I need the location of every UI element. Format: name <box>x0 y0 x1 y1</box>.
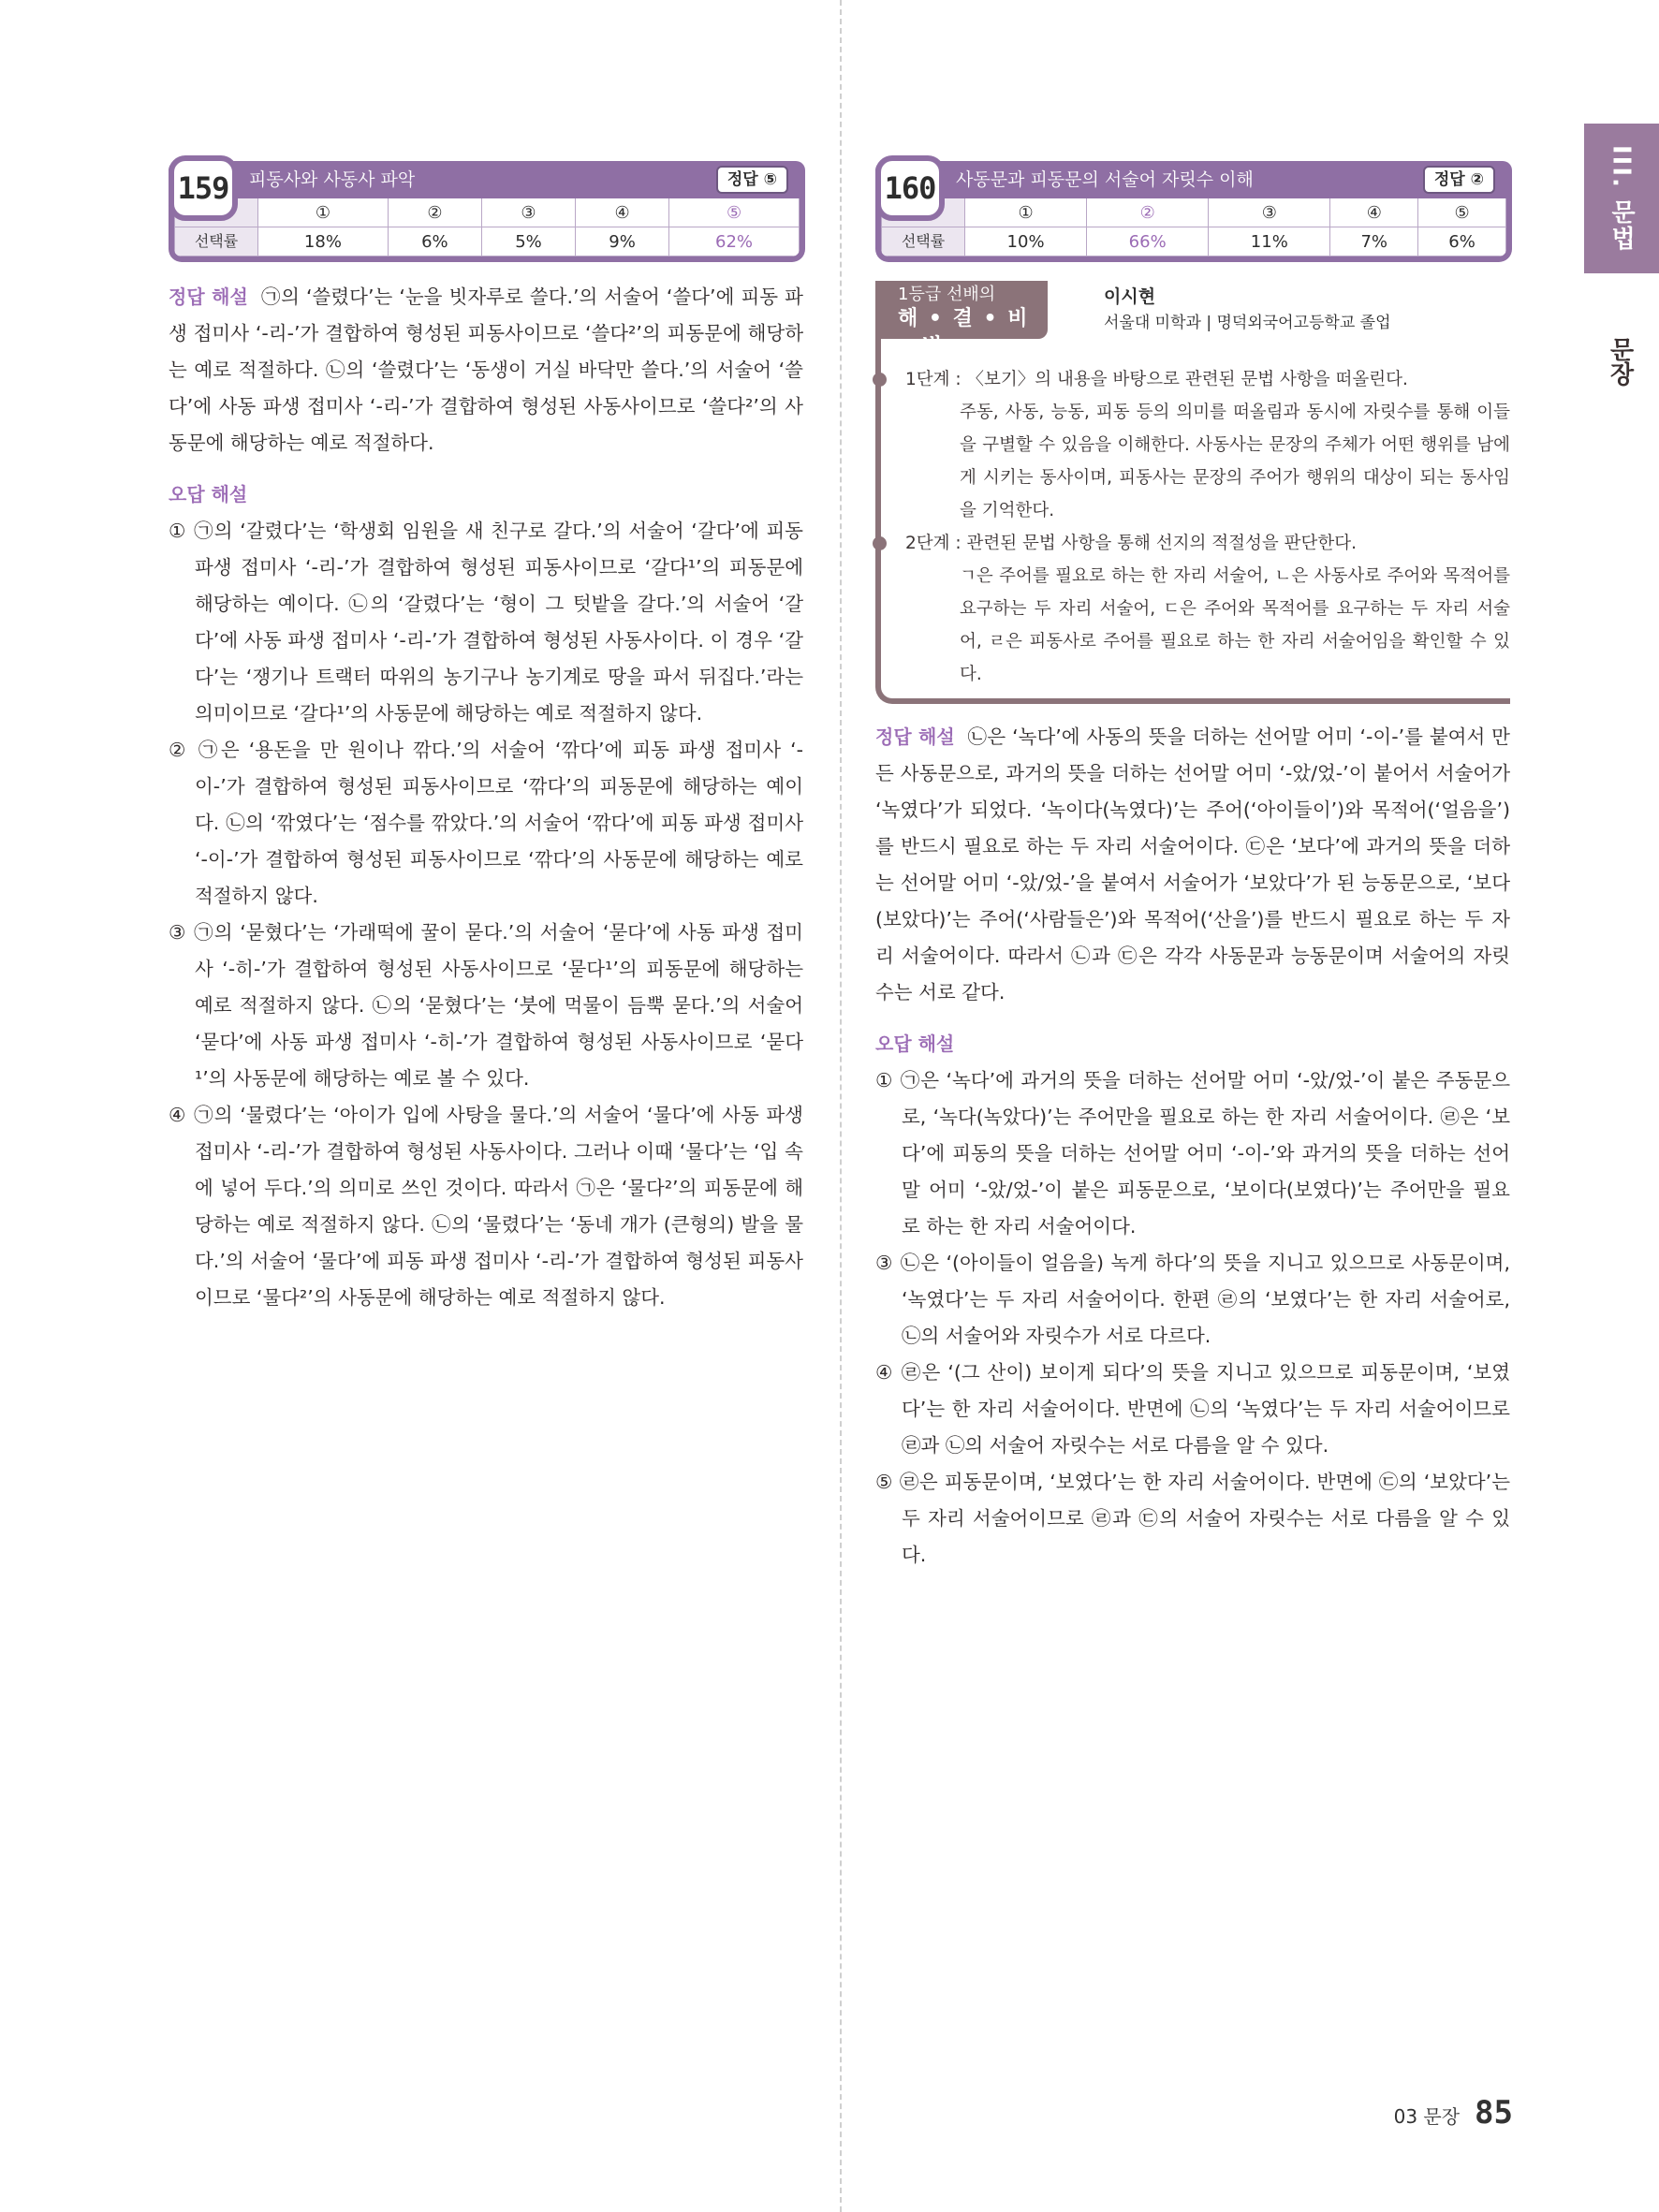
wrong-item: ③ ㉠의 ‘묻혔다’는 ‘가래떡에 꿀이 묻다.’의 서술어 ‘묻다’에 사동 파생 접미사 ‘-히-’가 결합하여 형성된 사동사이므로 ‘묻다¹’의 피동문에 해당하는 예로 적절하지 않다. ㉡의 ‘묻혔다’는 ‘붓에 먹물이 듬뿍 묻다.’의 서술어 ‘묻다’에 사동 파생 접미사 ‘-히-’가 결합하여 형성된 사동사이므로 ‘묻다¹’의 사동문에 해당하는 예로 볼 수 있다. <box>169 921 803 1090</box>
q159-number: 159 <box>169 155 238 221</box>
option-cell: ① <box>965 198 1087 227</box>
q160-selection-table <box>881 198 1506 256</box>
bullet-dot-icon <box>873 536 887 550</box>
tip-badge: 1등급 선배의 해 • 결 • 비 • 법 <box>881 281 1048 339</box>
option-cell-correct: ② <box>1087 198 1209 227</box>
tip-author-school: 서울대 미학과 | 명덕외국어고등학교 졸업 <box>1104 314 1391 332</box>
wrong-item: ⑤ ㉣은 피동문이며, ‘보였다’는 한 자리 서술어이다. 반면에 ㉢의 ‘보았다’는 두 자리 서술어이므로 ㉣과 ㉢의 서술어 자릿수는 서로 다름을 알 수 있다. <box>875 1471 1510 1566</box>
bullet-dot-icon <box>873 373 887 387</box>
option-cell: ② <box>388 198 481 227</box>
column-divider <box>840 0 842 2212</box>
correct-title: 정답 해설 <box>169 286 248 308</box>
table-label: 선택률 <box>175 227 258 256</box>
rate-cell: 6% <box>388 227 481 256</box>
wrong-item: ③ ㉡은 ‘(아이들이 얼음을) 녹게 하다’의 뜻을 지니고 있으므로 사동문이며, ‘녹였다’는 두 자리 서술어이다. 한편 ㉣의 ‘보였다’는 한 자리 서술어로, ㉡의 서술어와 자릿수가 서로 다르다. <box>875 1252 1510 1347</box>
q159-header <box>169 161 805 262</box>
tip-step-1-desc: 주동, 사동, 능동, 피동 등의 의미를 떠올림과 동시에 자릿수를 통해 이들을 구별할 수 있음을 이해한다. 사동사는 문장의 주체가 어떤 행위를 남에게 시키는 동사이며, 피동사는 문장의 주어가 행위의 대상이 되는 동사임을 기억한다. <box>960 403 1510 520</box>
tip-body <box>905 363 1510 691</box>
option-cell: ④ <box>576 198 669 227</box>
q160-header <box>875 161 1512 262</box>
rate-cell: 7% <box>1330 227 1418 256</box>
footer-section: 03 문장 <box>1393 2105 1461 2128</box>
option-cell: ⑤ <box>1418 198 1506 227</box>
q159-correct-explanation: 정답 해설 ㉠의 ‘쓸렸다’는 ‘눈을 빗자루로 쓸다.’의 서술어 ‘쓸다’에 피동 파생 접미사 ‘-리-’가 결합하여 형성된 피동사이므로 ‘쓸다²’의 피동문에 해당하는 예로 적절하다. ㉡의 ‘쓸렸다’는 ‘동생이 거실 바닥만 쓸다.’의 서술어 ‘쓸다’에 사동 파생 접미사 ‘-리-’가 결합하여 형성된 사동사이므로 ‘쓸다²’의 사동문에 해당하는 예로 적절하다. <box>169 286 803 454</box>
rate-cell: 10% <box>965 227 1087 256</box>
chapter-tab: III. 문법 <box>1584 124 1659 273</box>
q160-explanation <box>875 719 1510 1574</box>
rate-cell-correct: 62% <box>669 227 800 256</box>
rate-cell: 6% <box>1418 227 1506 256</box>
option-cell: ④ <box>1330 198 1418 227</box>
q160-answer-badge: 정답 ② <box>1423 166 1495 194</box>
tip-step-1: 1단계 : 〈보기〉의 내용을 바탕으로 관련된 문법 사항을 떠올린다. <box>905 363 1510 396</box>
q159-answer-badge: 정답 ⑤ <box>716 166 788 194</box>
q159-explanation <box>169 279 803 1316</box>
wrong-item: ① ㉠의 ‘갈렸다’는 ‘학생회 임원을 새 친구로 갈다.’의 서술어 ‘갈다’에 피동 파생 접미사 ‘-리-’가 결합하여 형성된 피동사이므로 ‘갈다¹’의 피동문에 해당하는 예이다. ㉡의 ‘갈렸다’는 ‘형이 그 텃밭을 갈다.’의 서술어 ‘갈다’에 사동 파생 접미사 ‘-리-’가 결합하여 형성된 사동사이다. 이 경우 ‘갈다’는 ‘쟁기나 트랙터 따위의 농기구나 농기계로 땅을 파서 뒤집다.’라는 의미이므로 ‘갈다¹’의 사동문에 해당하는 예로 적절하지 않다. <box>169 520 803 725</box>
option-cell: ① <box>258 198 389 227</box>
option-cell: ③ <box>481 198 575 227</box>
rate-cell: 18% <box>258 227 389 256</box>
rate-cell: 9% <box>576 227 669 256</box>
q160-number: 160 <box>875 155 945 221</box>
chapter-subtitle: 문장 <box>1606 337 1634 386</box>
wrong-item: ② ㉠은 ‘용돈을 만 원이나 깎다.’의 서술어 ‘깎다’에 피동 파생 접미사 ‘-이-’가 결합하여 형성된 피동사이므로 ‘깎다’의 피동문에 해당하는 예이다. ㉡의 ‘깎였다’는 ‘점수를 깎았다.’의 서술어 ‘깎다’에 피동 파생 접미사 ‘-이-’가 결합하여 형성된 피동사이므로 ‘깎다’의 사동문에 해당하는 예로 적절하지 않다. <box>169 739 803 907</box>
wrong-item: ④ ㉠의 ‘물렸다’는 ‘아이가 입에 사탕을 물다.’의 서술어 ‘물다’에 사동 파생 접미사 ‘-리-’가 결합하여 형성된 사동사이다. 그러나 이때 ‘물다’는 ‘입 속에 넣어 두다.’의 의미로 쓰인 것이다. 따라서 ㉠은 ‘물다²’의 피동문에 해당하는 예로 적절하지 않다. ㉡의 ‘물렸다’는 ‘동네 개가 (큰형의) 발을 물다.’의 서술어 ‘물다’에 피동 파생 접미사 ‘-리-’가 결합하여 형성된 피동사이므로 ‘물다²’의 사동문에 해당하는 예로 적절하지 않다. <box>169 1104 803 1309</box>
rate-cell-correct: 66% <box>1087 227 1209 256</box>
tip-box <box>875 281 1510 704</box>
wrong-title: 오답 해설 <box>875 1033 955 1055</box>
rate-cell: 5% <box>481 227 575 256</box>
tip-author-name: 이시현 <box>1104 286 1156 307</box>
tip-step-2: 2단계 : 관련된 문법 사항을 통해 선지의 적절성을 판단한다. <box>905 527 1510 560</box>
page-number: 85 <box>1475 2094 1513 2131</box>
q159-selection-table <box>174 198 800 256</box>
q160-correct-explanation: 정답 해설 ㉡은 ‘녹다’에 사동의 뜻을 더하는 선어말 어미 ‘-이-’를 붙여서 만든 사동문으로, 과거의 뜻을 더하는 선어말 어미 ‘-았/었-’이 붙어서 서술어가 ‘녹였다’가 되었다. ‘녹이다(녹였다)’는 주어(‘아이들이’)와 목적어(‘얼음을’)를 반드시 필요로 하는 두 자리 서술어이다. ㉢은 ‘보다’에 과거의 뜻을 더하는 선어말 어미 ‘-았/었-’을 붙여서 서술어가 ‘보았다’가 된 능동문으로, ‘보다(보았다)’는 주어(‘사람들은’)와 목적어(‘산을’)를 반드시 필요로 하는 두 자리 서술어이다. 따라서 ㉡과 ㉢은 각각 사동문과 능동문이며 서술어의 자릿수는 서로 같다. <box>875 725 1510 1003</box>
option-cell-correct: ⑤ <box>669 198 800 227</box>
wrong-title: 오답 해설 <box>169 483 248 505</box>
wrong-item: ① ㉠은 ‘녹다’에 과거의 뜻을 더하는 선어말 어미 ‘-았/었-’이 붙은 주동문으로, ‘녹다(녹았다)’는 주어만을 필요로 하는 한 자리 서술어이다. ㉣은 ‘보다’에 피동의 뜻을 더하는 선어말 어미 ‘-이-’와 과거의 뜻을 더하는 선어말 어미 ‘-았/었-’이 붙은 피동문으로, ‘보이다(보였다)’는 주어만을 필요로 하는 한 자리 서술어이다. <box>875 1069 1510 1238</box>
tip-step-2-desc: ㄱ은 주어를 필요로 하는 한 자리 서술어, ㄴ은 사동사로 주어와 목적어를 요구하는 두 자리 서술어, ㄷ은 주어와 목적어를 요구하는 두 자리 서술어, ㄹ은 피동사로 주어를 필요로 하는 한 자리 서술어임을 확인할 수 있다. <box>960 566 1510 684</box>
q160-title: 사동문과 피동문의 서술어 자릿수 이해 <box>956 169 1254 190</box>
rate-cell: 11% <box>1209 227 1330 256</box>
wrong-item: ④ ㉣은 ‘(그 산이) 보이게 되다’의 뜻을 지니고 있으므로 피동문이며, ‘보였다’는 한 자리 서술어이다. 반면에 ㉡의 ‘녹였다’는 두 자리 서술어이므로 ㉣과 ㉡의 서술어 자릿수는 서로 다름을 알 수 있다. <box>875 1361 1510 1457</box>
page-footer <box>1394 2094 1513 2131</box>
q159-title: 피동사와 사동사 파악 <box>249 169 416 190</box>
table-label: 선택률 <box>882 227 965 256</box>
option-cell: ③ <box>1209 198 1330 227</box>
correct-title: 정답 해설 <box>875 725 955 748</box>
